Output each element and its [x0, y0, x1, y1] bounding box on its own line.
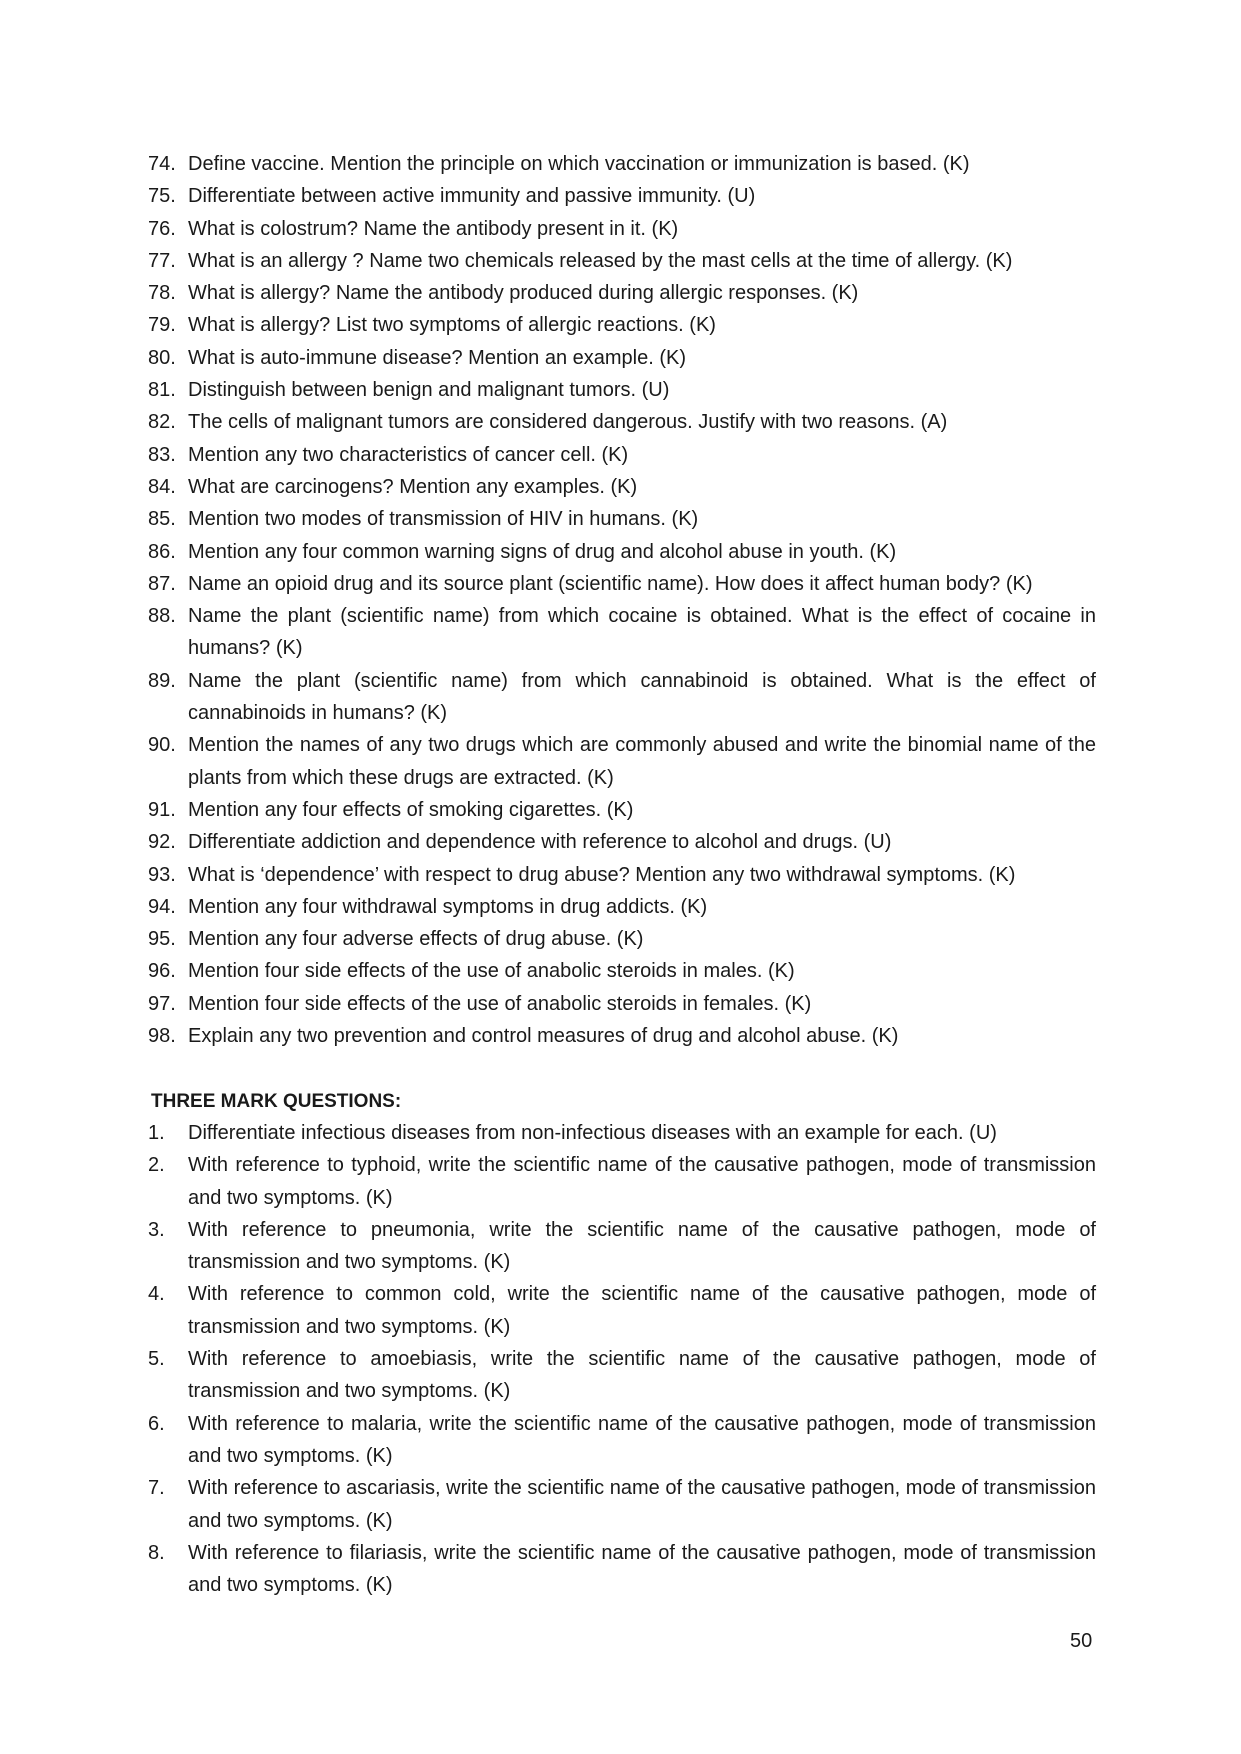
question-item [148, 148, 1096, 180]
question-number: 82. [148, 411, 176, 434]
question-text: Distinguish between benign and malignant tumors. (U) [188, 379, 670, 402]
question-number: 7. [148, 1477, 165, 1500]
question-number: 1. [148, 1122, 165, 1144]
question-text: With reference to malaria, write the scientific name of the causative pathogen, mode of transmission and two symptoms. (K) [188, 1412, 1096, 1467]
question-item [148, 988, 1096, 1020]
question-number: 86. [148, 540, 176, 563]
question-item [148, 1149, 1096, 1214]
question-text: What is allergy? List two symptoms of allergic reactions. (K) [188, 314, 716, 337]
question-number: 3. [148, 1218, 165, 1241]
question-number: 79. [148, 314, 176, 337]
question-number: 85. [148, 508, 176, 531]
question-text: What is an allergy ? Name two chemicals released by the mast cells at the time of allergy. (K) [188, 249, 1013, 272]
page-number: 50 [1070, 1630, 1093, 1652]
question-item [148, 1472, 1096, 1537]
question-item [148, 600, 1096, 665]
question-text: Name an opioid drug and its source plant (scientific name). How does it affect human body? (K) [188, 572, 1033, 595]
question-number: 96. [148, 960, 176, 983]
question-text: Differentiate between active immunity and passive immunity. (U) [188, 185, 756, 208]
question-text: Mention any two characteristics of cancer cell. (K) [188, 443, 629, 466]
question-item [148, 794, 1096, 826]
question-text: Mention any four adverse effects of drug abuse. (K) [188, 928, 644, 951]
question-number: 98. [148, 1025, 176, 1048]
question-item [148, 923, 1096, 955]
question-text: With reference to amoebiasis, write the scientific name of the causative pathogen, mode of transmission and two symptoms. (K) [188, 1348, 1096, 1403]
question-text: The cells of malignant tumors are considered dangerous. Justify with two reasons. (A) [188, 411, 948, 434]
question-list-part1 [148, 148, 1096, 1052]
section-heading: THREE MARK QUESTIONS: [151, 1091, 402, 1112]
question-text: What is colostrum? Name the antibody present in it. (K) [188, 217, 679, 240]
question-text: Differentiate infectious diseases from non-infectious diseases with an example for each. (U) [188, 1122, 997, 1144]
question-text: What is allergy? Name the antibody produced during allergic responses. (K) [188, 282, 859, 305]
question-item [148, 374, 1096, 406]
question-item [148, 342, 1096, 374]
question-text: Mention any four withdrawal symptoms in drug addicts. (K) [188, 895, 708, 918]
question-number: 8. [148, 1541, 165, 1564]
question-text: With reference to pneumonia, write the scientific name of the causative pathogen, mode of transmission and two symptoms. (K) [188, 1218, 1096, 1274]
question-item [148, 665, 1096, 730]
question-number: 93. [148, 863, 176, 886]
question-number: 4. [148, 1283, 165, 1306]
question-item [148, 1343, 1096, 1408]
question-number: 95. [148, 928, 176, 951]
question-number: 74. [148, 153, 176, 175]
question-text: What are carcinogens? Mention any examples. (K) [188, 475, 638, 498]
question-number: 87. [148, 572, 176, 595]
question-text: With reference to common cold, write the scientific name of the causative pathogen, mode of transmission and two symptoms. (K) [188, 1283, 1096, 1338]
question-number: 75. [148, 185, 176, 208]
question-item [148, 1117, 1096, 1149]
question-item [148, 729, 1096, 794]
question-number: 90. [148, 734, 176, 757]
question-item [148, 1214, 1096, 1279]
question-number: 80. [148, 346, 176, 369]
question-item [148, 1408, 1096, 1473]
question-item [148, 1278, 1096, 1343]
question-text: Name the plant (scientific name) from which cocaine is obtained. What is the effect of cocaine in humans? (K) [188, 605, 1096, 660]
question-text: Mention any four effects of smoking cigarettes. (K) [188, 798, 634, 821]
question-text: Mention two modes of transmission of HIV in humans. (K) [188, 508, 699, 531]
question-number: 77. [148, 249, 176, 272]
question-text: Explain any two prevention and control measures of drug and alcohol abuse. (K) [188, 1025, 899, 1048]
question-number: 6. [148, 1412, 165, 1435]
question-text: What is ‘dependence’ with respect to drug abuse? Mention any two withdrawal symptoms. (K) [188, 863, 1016, 886]
question-text: Differentiate addiction and dependence with reference to alcohol and drugs. (U) [188, 831, 892, 854]
question-item [148, 859, 1096, 891]
question-number: 94. [148, 895, 176, 918]
question-number: 81. [148, 379, 176, 402]
question-text: Mention any four common warning signs of drug and alcohol abuse in youth. (K) [188, 540, 897, 563]
question-item [148, 406, 1096, 438]
question-text: What is auto-immune disease? Mention an example. (K) [188, 346, 687, 369]
question-item [148, 180, 1096, 212]
question-text: Mention four side effects of the use of anabolic steroids in males. (K) [188, 960, 795, 983]
question-item [148, 955, 1096, 987]
question-number: 97. [148, 992, 176, 1015]
question-number: 91. [148, 798, 176, 821]
question-text: Mention four side effects of the use of anabolic steroids in females. (K) [188, 992, 812, 1015]
question-number: 83. [148, 443, 176, 466]
question-text: With reference to typhoid, write the scientific name of the causative pathogen, mode of transmission and two symptoms. (K) [188, 1154, 1096, 1209]
question-text: With reference to ascariasis, write the scientific name of the causative pathogen, mode of transmission and two symptoms. (K) [188, 1477, 1096, 1532]
question-number: 2. [148, 1154, 165, 1177]
question-text: With reference to filariasis, write the scientific name of the causative pathogen, mode of transmission and two symptoms. (K) [188, 1541, 1096, 1597]
question-item [148, 471, 1096, 503]
question-text: Define vaccine. Mention the principle on which vaccination or immunization is based. (K) [188, 153, 970, 175]
question-text: Name the plant (scientific name) from which cannabinoid is obtained. What is the effect of cannabinoids in humans? (K) [188, 669, 1096, 725]
question-item [148, 1537, 1096, 1602]
question-item [148, 503, 1096, 535]
question-number: 76. [148, 217, 176, 240]
question-number: 5. [148, 1348, 165, 1371]
question-item [148, 891, 1096, 923]
question-number: 92. [148, 831, 176, 854]
question-item [148, 213, 1096, 245]
question-item [148, 309, 1096, 341]
question-number: 88. [148, 605, 176, 628]
question-list-three-mark [148, 1117, 1096, 1601]
question-item [148, 568, 1096, 600]
question-number: 89. [148, 669, 176, 692]
question-item [148, 277, 1096, 309]
question-item [148, 826, 1096, 858]
question-item [148, 439, 1096, 471]
question-item [148, 536, 1096, 568]
question-item [148, 245, 1096, 277]
question-item [148, 1020, 1096, 1052]
question-number: 84. [148, 475, 176, 498]
question-text: Mention the names of any two drugs which are commonly abused and write the binomial name of the plants from which these drugs are extracted. (K) [188, 734, 1096, 789]
question-number: 78. [148, 282, 176, 305]
